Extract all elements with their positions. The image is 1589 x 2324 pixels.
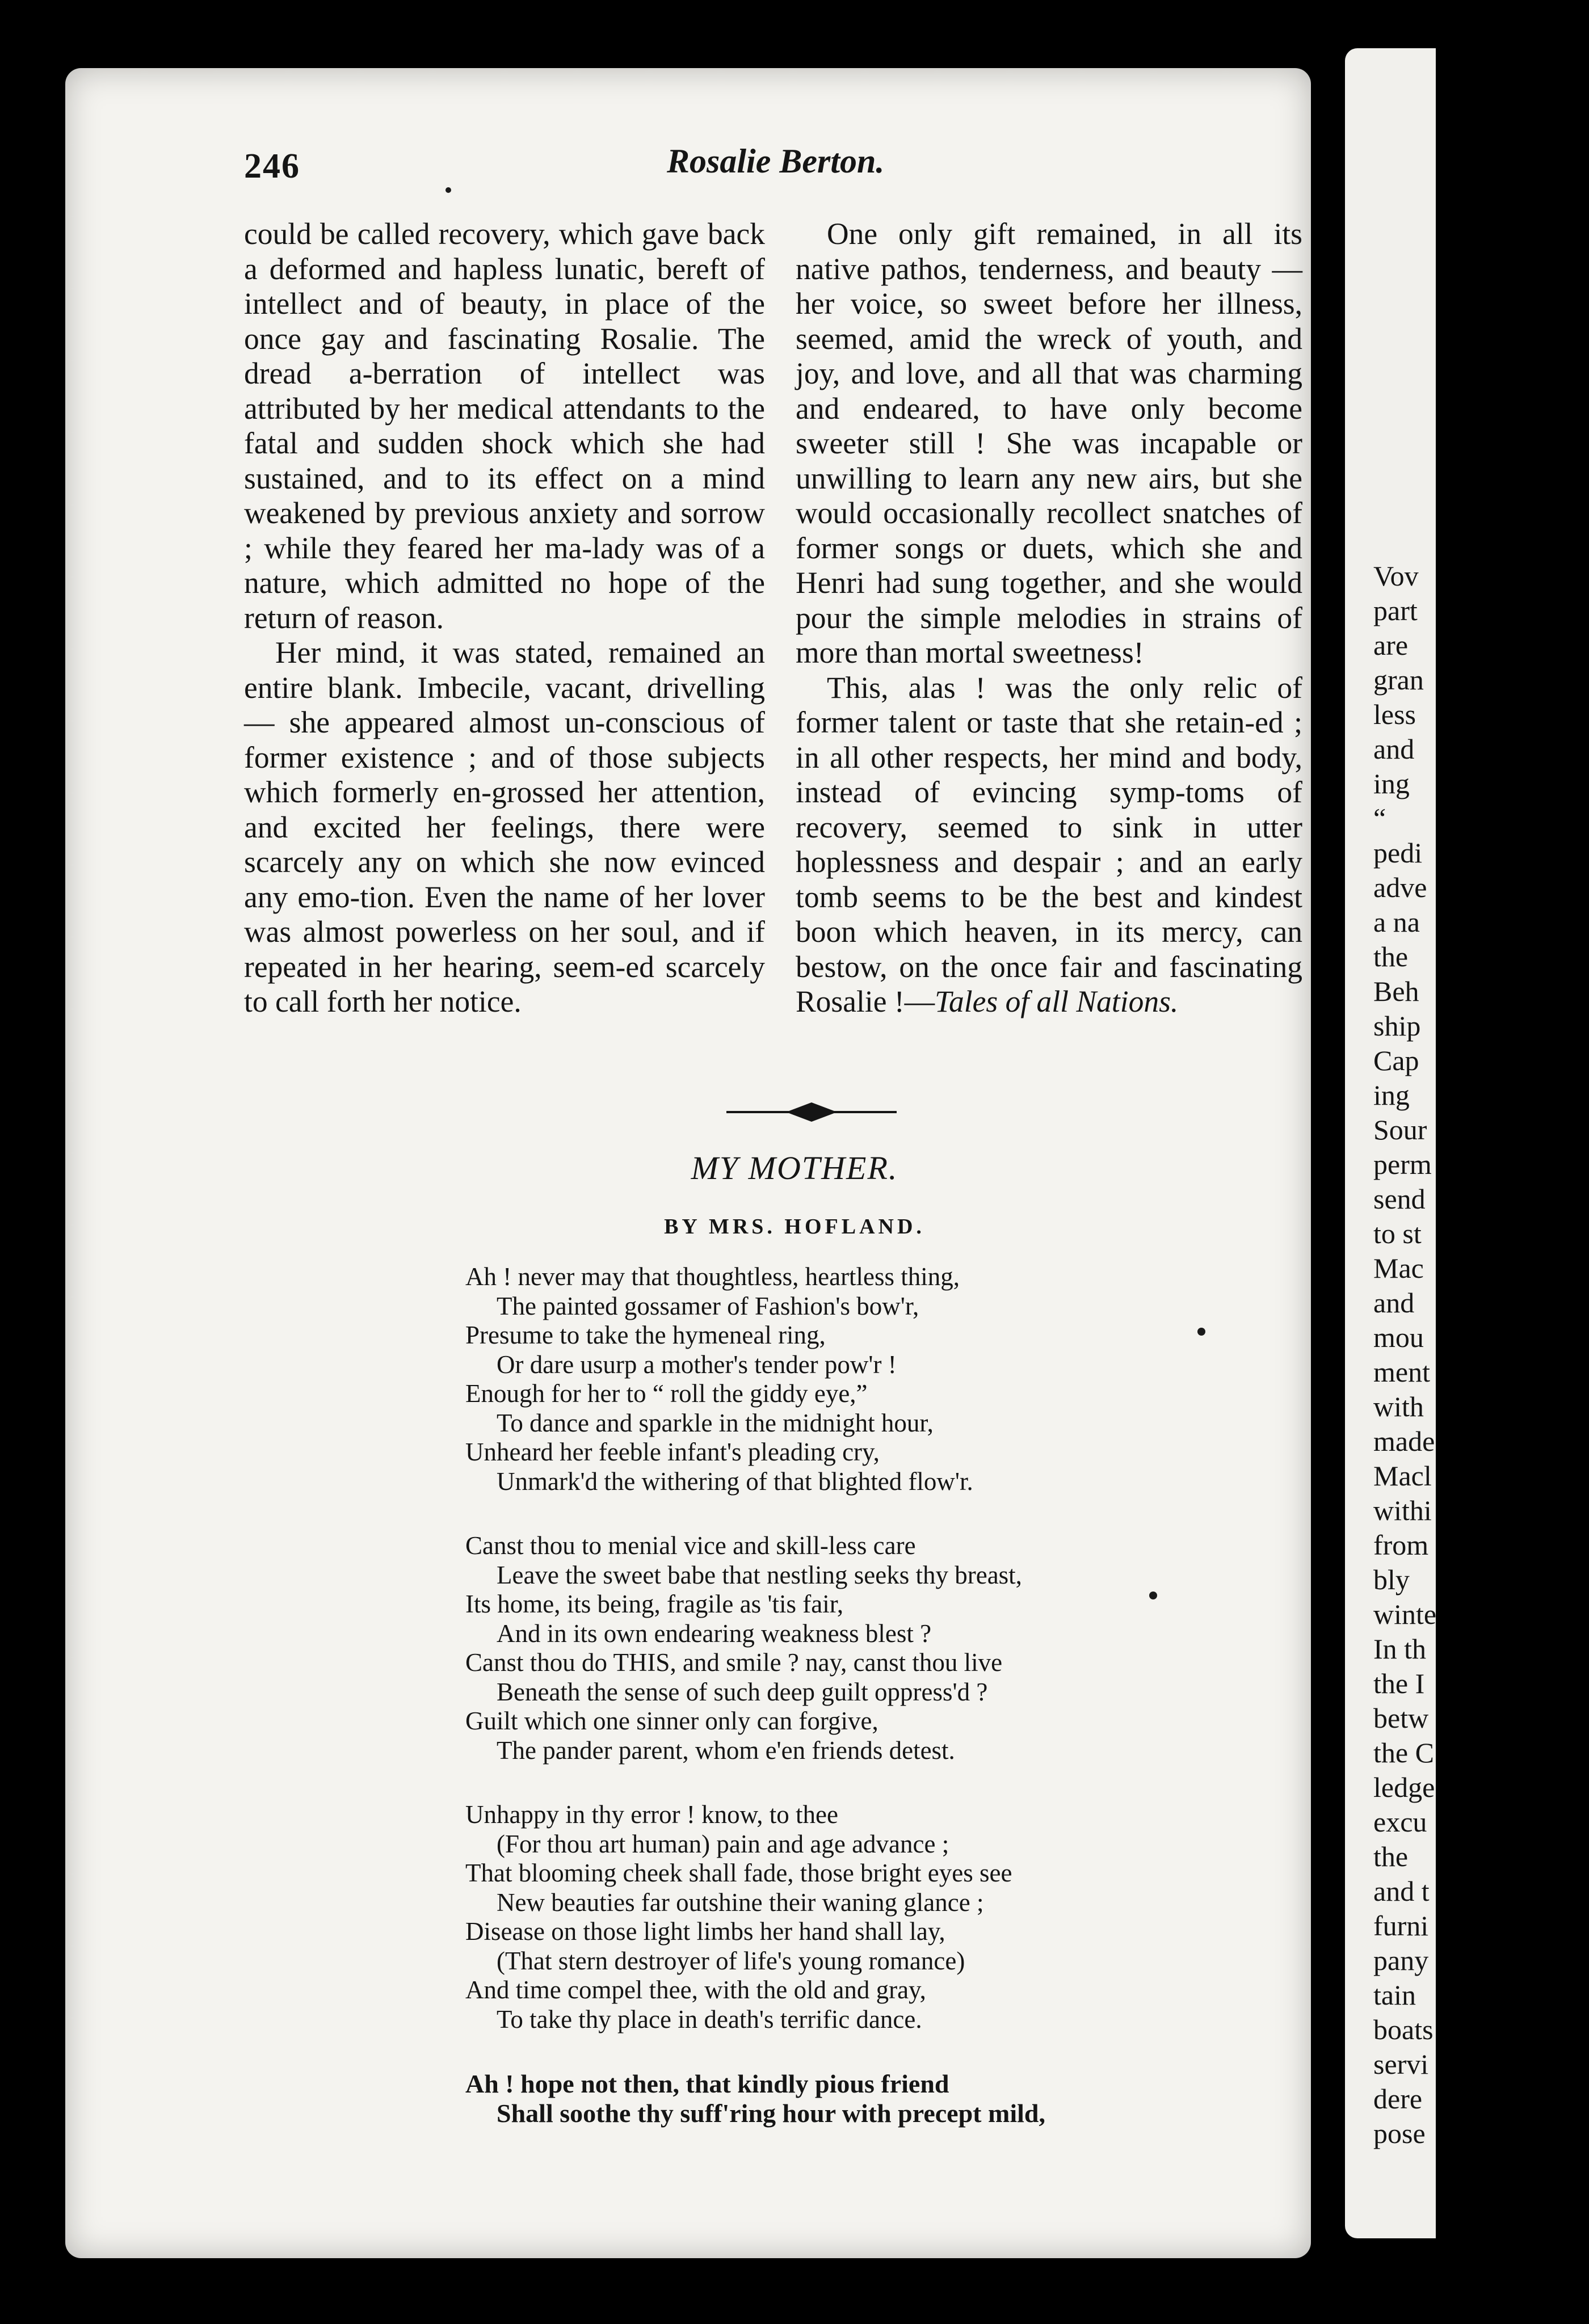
facing-fragment: the: [1373, 1841, 1409, 1872]
poem-stanza: [465, 1800, 1288, 2034]
facing-fragment: furni: [1373, 1910, 1429, 1942]
article-paragraph: could be called recovery, which gave back a deformed and hapless lunatic, bereft of intellect and of beauty, in place of the once gay and fascinating Rosalie. The dread a-berration of intellect was attributed by her medical attendants to the fatal and sudden shock which she had sustained, and to its effect on a mind weakened by previous anxiety and sorrow ; while they feared her ma-lady was of a nature, which admitted no hope of the return of reason.: [244, 217, 765, 635]
article-paragraph-text: This, alas ! was the only relic of former talent or taste that she retain-ed ; in all other respects, her mind and body, instead of evincing symp-toms of recovery, seemed to sink in utter hoplessness and despair ; and an early tomb seems to be the best and kindest boon which heaven, in its mercy, can bestow, on the once fair and fascinating Rosalie !—: [796, 670, 1302, 1018]
facing-fragment: ing: [1373, 768, 1410, 799]
facing-fragment: gran: [1373, 664, 1424, 696]
poem-byline: BY MRS. HOFLAND.: [664, 1215, 925, 1239]
poem-line: That blooming cheek shall fade, those bright eyes see: [465, 1859, 1012, 1887]
poem-line: Its home, its being, fragile as 'tis fair,: [465, 1590, 844, 1618]
poem-line: (For thou art human) pain and age advance ;: [497, 1829, 949, 1858]
facing-fragment: pedi: [1373, 837, 1423, 869]
facing-fragment: servi: [1373, 2048, 1429, 2080]
article-source: Tales of all Nations.: [935, 984, 1179, 1018]
facing-fragment: ledge: [1373, 1771, 1435, 1803]
facing-fragment: mou: [1373, 1321, 1424, 1353]
ink-speck: [445, 187, 451, 193]
running-head: Rosalie Berton.: [667, 142, 885, 180]
facing-fragment: ing: [1373, 1079, 1410, 1111]
poem-line: Unmark'd the withering of that blighted flow'r.: [497, 1467, 973, 1496]
facing-fragment: Cap: [1373, 1045, 1419, 1076]
article-paragraph-final: [796, 671, 1302, 1020]
facing-fragment: tain: [1373, 1979, 1416, 2011]
poem-line: (That stern destroyer of life's young romance): [497, 1946, 965, 1975]
poem-line: The painted gossamer of Fashion's bow'r,: [497, 1291, 919, 1320]
facing-fragment: and: [1373, 733, 1415, 765]
facing-fragment: dere: [1373, 2083, 1423, 2115]
facing-fragment: In th: [1373, 1633, 1427, 1665]
poem-line: Guilt which one sinner only can forgive,: [465, 1707, 878, 1735]
facing-fragment: ship: [1373, 1010, 1421, 1042]
article-left-column: [244, 217, 765, 1020]
facing-fragment: the I: [1373, 1668, 1425, 1699]
facing-fragment: from: [1373, 1529, 1429, 1561]
facing-fragment: and t: [1373, 1875, 1430, 1907]
poem-line: Or dare usurp a mother's tender pow'r !: [497, 1350, 897, 1379]
facing-fragment: adve: [1373, 872, 1427, 903]
poem-line: Leave the sweet babe that nestling seeks thy breast,: [497, 1560, 1022, 1589]
article-right-column: [796, 217, 1302, 1020]
facing-fragment: are: [1373, 629, 1409, 661]
poem-line: Disease on those light limbs her hand shall lay,: [465, 1917, 945, 1946]
article-paragraph: One only gift remained, in all its native pathos, tenderness, and beauty —her voice, so sweet before her illness, seemed, amid the wreck of youth, and joy, and love, and all that was charming and endeared, to have only become sweeter still ! She was incapable or unwilling to learn any new airs, but she would occasionally recollect snatches of former songs or duets, which she and Henri had sung together, and she would pour the simple melodies in strains of more than mortal sweetness!: [796, 217, 1302, 670]
facing-fragment: bly: [1373, 1564, 1410, 1595]
poem-title: MY MOTHER.: [691, 1150, 898, 1186]
poem-stanza: [465, 1531, 1288, 1765]
facing-fragment: with: [1373, 1391, 1424, 1422]
poem-line: Ah ! never may that thoughtless, heartless thing,: [465, 1262, 960, 1291]
poem-line: Unheard her feeble infant's pleading cry,: [465, 1438, 880, 1466]
facing-fragment: and: [1373, 1287, 1415, 1319]
poem-line: Shall soothe thy suff'ring hour with precept mild,: [497, 2098, 1045, 2128]
poem-stanza: [465, 2069, 1288, 2128]
facing-fragment: betw: [1373, 1702, 1429, 1734]
poem-line: The pander parent, whom e'en friends detest.: [497, 1736, 955, 1765]
poem-stanza: [465, 1262, 1288, 1496]
facing-fragment: the: [1373, 941, 1409, 972]
poem-line: Ah ! hope not then, that kindly pious friend: [465, 2069, 949, 2098]
facing-fragment: perm: [1373, 1148, 1432, 1180]
ink-speck: [1197, 1328, 1205, 1336]
poem-body: [465, 1262, 1288, 2163]
poem-line: And in its own endearing weakness blest ?: [497, 1619, 932, 1648]
facing-fragment: less: [1373, 698, 1416, 730]
poem-line: Presume to take the hymeneal ring,: [465, 1321, 826, 1349]
facing-fragment: pany: [1373, 1944, 1429, 1976]
poem-line: To dance and sparkle in the midnight hour,: [497, 1408, 934, 1437]
poem-line: New beauties far outshine their waning glance ;: [497, 1888, 984, 1917]
ink-speck: [1149, 1592, 1157, 1599]
facing-fragment: withi: [1373, 1494, 1432, 1526]
facing-fragment: part: [1373, 595, 1418, 626]
facing-fragment: Vov: [1373, 560, 1419, 592]
facing-fragment: ment: [1373, 1356, 1430, 1388]
poem-line: Unhappy in thy error ! know, to thee: [465, 1800, 838, 1829]
poem-line: Enough for her to “ roll the giddy eye,”: [465, 1379, 868, 1408]
facing-fragment: boats: [1373, 2014, 1434, 2045]
poem-line: Canst thou do THIS, and smile ? nay, canst thou live: [465, 1648, 1003, 1677]
facing-fragment: Macl: [1373, 1460, 1432, 1492]
facing-fragment: excu: [1373, 1806, 1427, 1838]
poem-line: And time compel thee, with the old and gray,: [465, 1976, 926, 2004]
page-number: 246: [244, 147, 300, 186]
poem-line: Beneath the sense of such deep guilt oppress'd ?: [497, 1677, 988, 1706]
facing-page-text: [1373, 559, 1437, 2151]
facing-fragment: made: [1373, 1425, 1435, 1457]
section-divider-ornament: [726, 1098, 897, 1126]
facing-fragment: pose: [1373, 2117, 1426, 2149]
facing-fragment: winte: [1373, 1598, 1437, 1630]
facing-fragment: Beh: [1373, 975, 1419, 1007]
page-header: [244, 142, 1311, 193]
facing-fragment: “: [1373, 802, 1386, 834]
poem-line: Canst thou to menial vice and skill-less care: [465, 1531, 916, 1560]
poem-line: To take thy place in death's terrific dance.: [497, 2005, 922, 2034]
facing-fragment: Sour: [1373, 1114, 1427, 1146]
article-paragraph: Her mind, it was stated, remained an entire blank. Imbecile, vacant, drivelling— she appeared almost un-conscious of former existence ; and of those subjects which formerly en-grossed her attention, and excited her feelings, there were scarcely any on which she now evinced any emo-tion. Even the name of her lover was almost powerless on her soul, and if repeated in her hearing, seem-ed scarcely to call forth her notice.: [244, 635, 765, 1018]
facing-fragment: send: [1373, 1183, 1426, 1215]
facing-fragment: the C: [1373, 1737, 1434, 1769]
facing-fragment: to st: [1373, 1218, 1422, 1249]
facing-fragment: a na: [1373, 906, 1420, 938]
facing-fragment: Mac: [1373, 1252, 1424, 1284]
